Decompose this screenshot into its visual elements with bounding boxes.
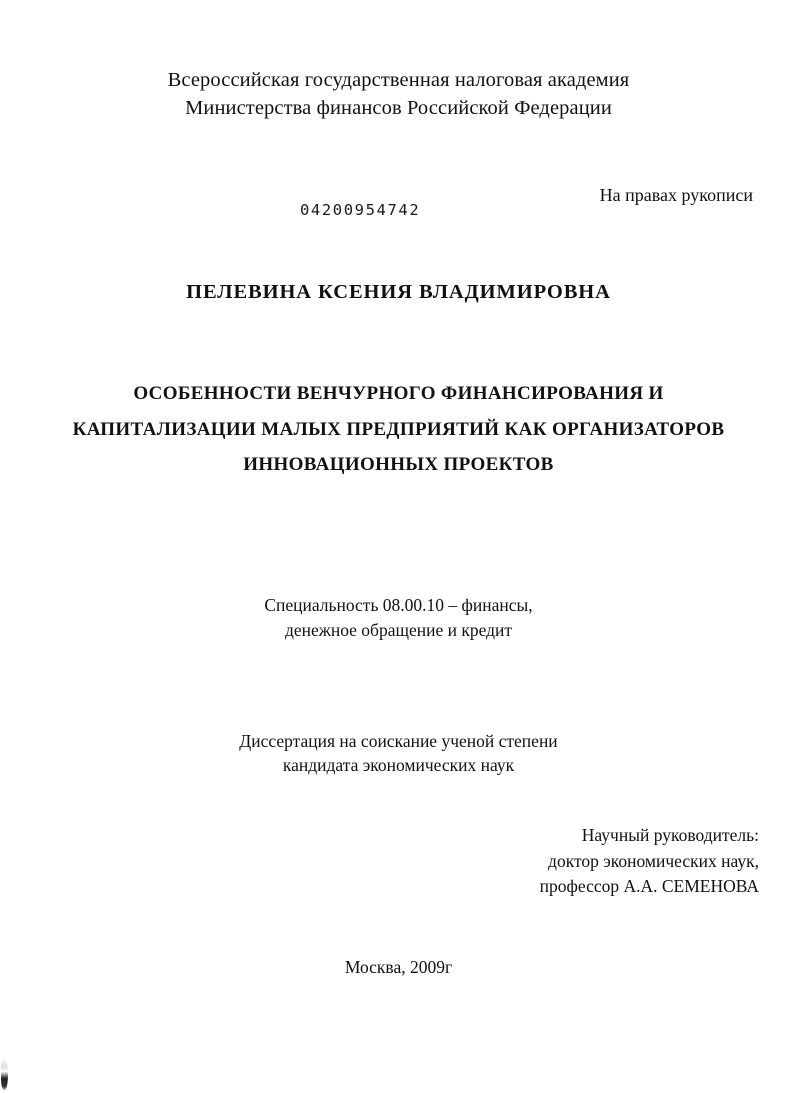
institution-heading [0,66,797,122]
manuscript-note: На правах рукописи [599,185,753,205]
degree-line-1: Диссертация на соискание ученой степени [239,731,558,751]
supervisor-line-1: Научный руководитель: [581,825,759,845]
supervisor-block [540,823,759,900]
title-line-3: ИННОВАЦИОННЫХ ПРОЕКТОВ [243,454,554,475]
catalog-number: 04200954742 [300,201,421,219]
speciality-block [0,593,797,643]
speciality-line-1: Специальность 08.00.10 – финансы, [264,595,533,615]
dissertation-title [60,376,737,483]
institution-line-1: Всероссийская государственная налоговая академия [167,69,630,91]
degree-line-2: кандидата экономических наук [282,755,515,775]
speciality-line-2: денежное обращение и кредит [284,620,513,640]
title-line-2: КАПИТАЛИЗАЦИИ МАЛЫХ ПРЕДПРИЯТИЙ КАК ОРГАНИЗАТОРОВ [72,418,725,440]
author-name: ПЕЛЕВИНА КСЕНИЯ ВЛАДИМИРОВНА [186,281,611,303]
institution-line-2: Министерства финансов Российской Федерации [185,97,612,119]
supervisor-line-2: доктор экономических наук, [548,850,759,871]
supervisor-line-3: профессор А.А. СЕМЕНОВА [539,876,759,896]
degree-statement [0,729,797,777]
scan-artifact-mark [1,1058,8,1090]
place-and-year: Москва, 2009г [344,957,453,977]
title-line-1: ОСОБЕННОСТИ ВЕНЧУРНОГО ФИНАНСИРОВАНИЯ И [133,383,664,404]
